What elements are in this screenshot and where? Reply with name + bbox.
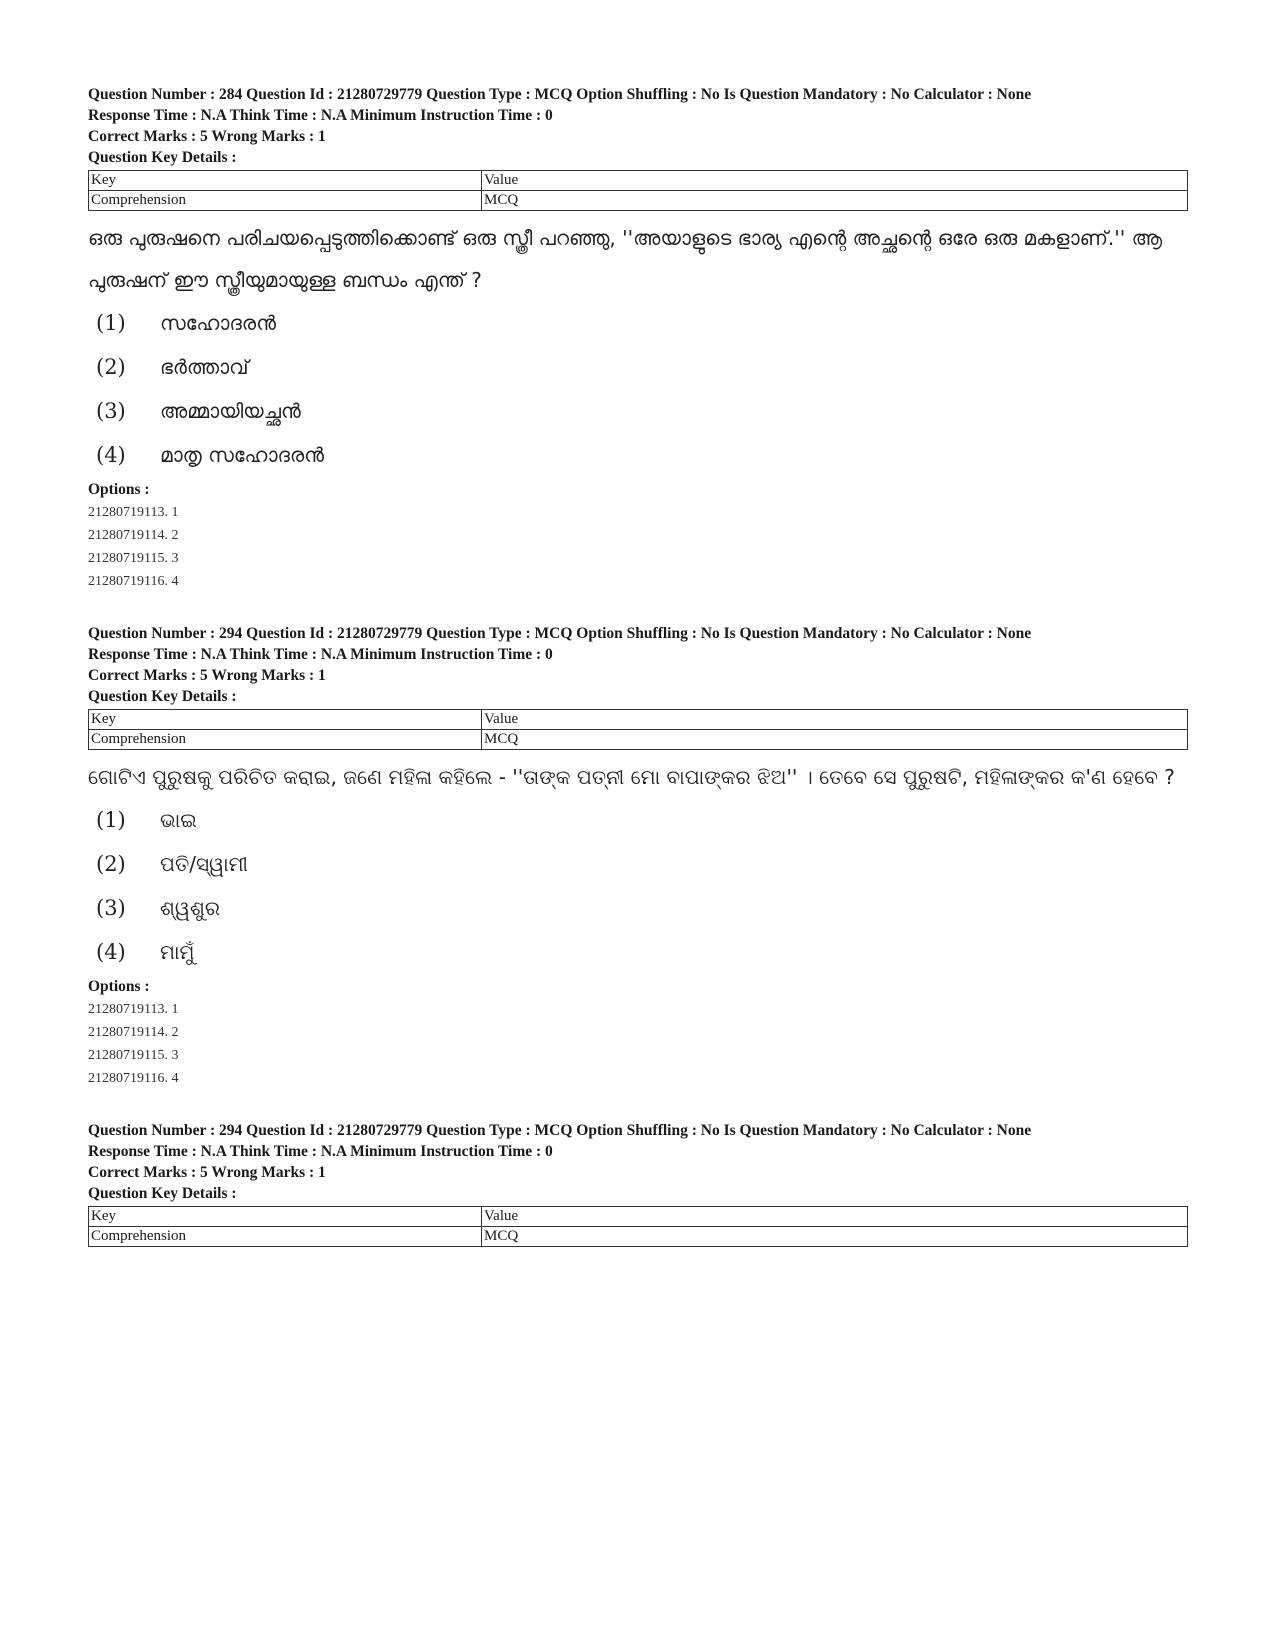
key-details-table: [88, 1206, 1188, 1247]
question-text: ଗୋଟିଏ ପୁରୁଷକୁ ପରିଚିତ କରାଇ, ଜଣେ ମହିଳା କହିଲେ - ''ତାଙ୍କ ପତ୍ନୀ ମୋ ବାପାଙ୍କର ଝିଅ'' । ତେବେ ସେ ପୁରୁଷଟି, ମହିଳାଙ୍କର କ'ଣ ହେବେ ?: [88, 765, 1175, 789]
document-page: [88, 84, 1188, 1277]
key-header: Key: [89, 1207, 482, 1227]
key-details-table: [88, 709, 1188, 750]
option-number: (4): [96, 443, 126, 467]
key-header: Key: [89, 710, 482, 730]
option-id: 21280719116. 4: [88, 1071, 179, 1086]
key-cell: Comprehension: [89, 191, 482, 211]
option-number: (2): [96, 355, 126, 379]
option-item: [88, 301, 1188, 345]
table-row: [89, 1227, 1188, 1247]
option-item: [88, 886, 1188, 930]
value-header: Value: [482, 171, 1188, 191]
question-meta-line: Question Number : 284 Question Id : 21280729779 Question Type : MCQ Option Shuffling : No Is Question Mandatory : No Calculator : None: [88, 86, 1032, 103]
option-item: [88, 842, 1188, 886]
value-header: Value: [482, 1207, 1188, 1227]
option-number: (1): [96, 808, 126, 832]
option-id: 21280719114. 2: [88, 528, 179, 543]
table-row: [89, 1207, 1188, 1227]
option-number: (3): [96, 399, 126, 423]
question-block-3: [88, 1120, 1188, 1247]
value-cell: MCQ: [482, 191, 1188, 211]
question-text: ഒരു പുരുഷനെ പരിചയപ്പെടുത്തിക്കൊണ്ട് ഒരു സ്ത്രീ പറഞ്ഞു, ''അയാളുടെ ഭാര്യ എന്റെ അച്ഛന്റെ ഒരേ ഒരു മകളാണ്.'' ആ പുരുഷന് ഈ സ്ത്രീയുമായുള്ള ബന്ധം എന്ത് ?: [88, 226, 1163, 292]
table-row: [89, 730, 1188, 750]
option-id: 21280719115. 3: [88, 1048, 179, 1063]
option-text: സഹോദരൻ: [160, 311, 276, 335]
question-meta-line: Question Number : 294 Question Id : 21280729779 Question Type : MCQ Option Shuffling : No Is Question Mandatory : No Calculator : None: [88, 625, 1032, 642]
option-text: ମାମୁଁ: [160, 940, 195, 964]
question-block-2: [88, 623, 1188, 1090]
option-text: മാതൃ സഹോദരൻ: [160, 443, 325, 467]
option-id: 21280719113. 1: [88, 1002, 179, 1017]
options-label: Options :: [88, 978, 150, 995]
key-details-label: Question Key Details :: [88, 688, 237, 705]
option-text: ଶ୍ୱଶୁର: [160, 896, 221, 920]
marks-line: Correct Marks : 5 Wrong Marks : 1: [88, 128, 326, 145]
options-label: Options :: [88, 481, 150, 498]
table-row: [89, 710, 1188, 730]
option-number: (3): [96, 896, 126, 920]
key-cell: Comprehension: [89, 1227, 482, 1247]
option-text: അമ്മായിയച്ഛൻ: [160, 399, 301, 423]
option-text: ପତି/ସ୍ୱାମୀ: [160, 852, 248, 876]
response-time-line: Response Time : N.A Think Time : N.A Minimum Instruction Time : 0: [88, 107, 553, 124]
value-cell: MCQ: [482, 1227, 1188, 1247]
option-item: [88, 345, 1188, 389]
option-id: 21280719113. 1: [88, 505, 179, 520]
table-row: [89, 191, 1188, 211]
value-header: Value: [482, 710, 1188, 730]
value-cell: MCQ: [482, 730, 1188, 750]
response-time-line: Response Time : N.A Think Time : N.A Minimum Instruction Time : 0: [88, 646, 553, 663]
option-number: (2): [96, 852, 126, 876]
key-details-table: [88, 170, 1188, 211]
option-id: 21280719115. 3: [88, 551, 179, 566]
option-id: 21280719116. 4: [88, 574, 179, 589]
response-time-line: Response Time : N.A Think Time : N.A Minimum Instruction Time : 0: [88, 1143, 553, 1160]
option-item: [88, 798, 1188, 842]
option-text: ଭାଇ: [160, 808, 197, 832]
option-text: ഭർത്താവ്: [160, 355, 249, 379]
option-item: [88, 433, 1188, 477]
question-meta-line: Question Number : 294 Question Id : 21280729779 Question Type : MCQ Option Shuffling : No Is Question Mandatory : No Calculator : None: [88, 1122, 1032, 1139]
option-number: (4): [96, 940, 126, 964]
marks-line: Correct Marks : 5 Wrong Marks : 1: [88, 667, 326, 684]
option-number: (1): [96, 311, 126, 335]
key-details-label: Question Key Details :: [88, 1185, 237, 1202]
option-item: [88, 930, 1188, 974]
key-header: Key: [89, 171, 482, 191]
key-details-label: Question Key Details :: [88, 149, 237, 166]
option-item: [88, 389, 1188, 433]
marks-line: Correct Marks : 5 Wrong Marks : 1: [88, 1164, 326, 1181]
option-id: 21280719114. 2: [88, 1025, 179, 1040]
table-row: [89, 171, 1188, 191]
question-block-1: [88, 84, 1188, 593]
key-cell: Comprehension: [89, 730, 482, 750]
